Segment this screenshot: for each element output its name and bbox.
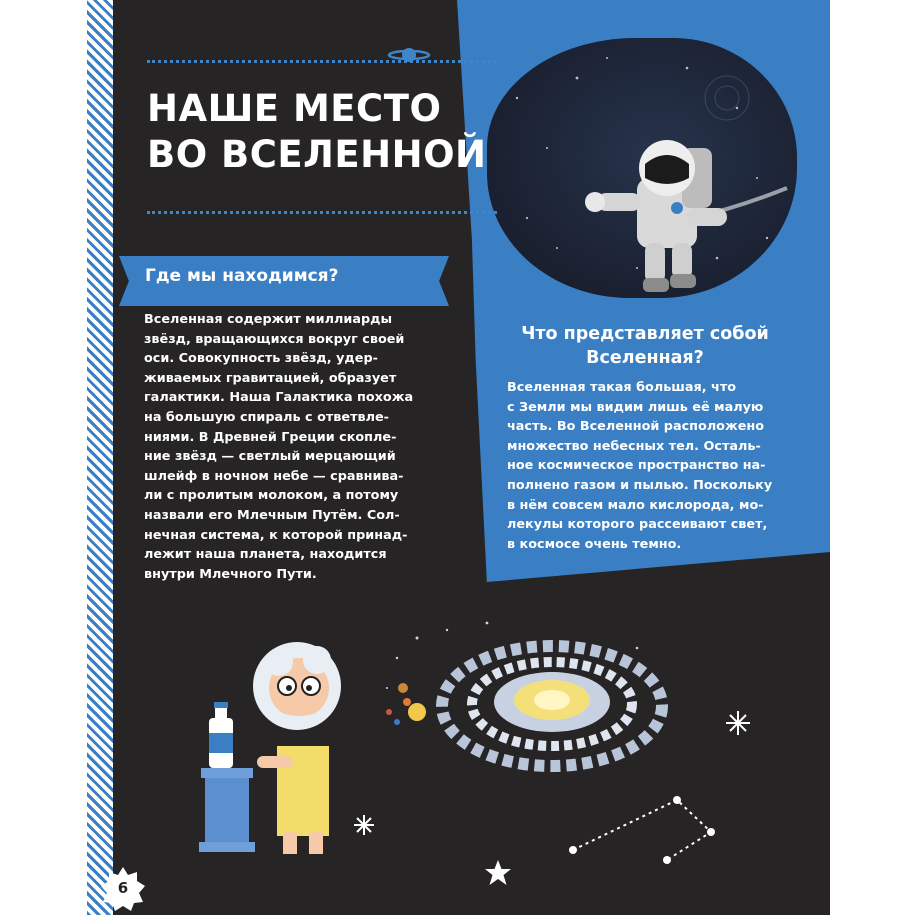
title-divider-top (147, 60, 497, 63)
text-line: шлейф в ночном небе — сравнива- (144, 468, 404, 484)
text-line: ниями. В Древней Греции скопле- (144, 429, 397, 445)
right-paragraph (507, 378, 807, 554)
text-line: множество небесных тел. Осталь- (507, 438, 761, 454)
space-window (487, 38, 797, 298)
text-line: живаемых гравитацией, образует (144, 370, 397, 386)
text-line: лежит наша планета, находится (144, 547, 387, 563)
page-number: 6 (117, 879, 129, 897)
text-line: лекулы которого рассеивают свет, (507, 517, 768, 533)
left-heading: Где мы находимся? (145, 266, 339, 286)
text-line: ли с пролитым молоком, а потому (144, 488, 399, 504)
constellation-icon (557, 790, 737, 890)
text-line: звёзд, вращающихся вокруг своей (144, 331, 405, 347)
star-icon (483, 858, 513, 888)
astronaut-icon (487, 38, 797, 298)
text-line: Вселенная содержит миллиарды (144, 312, 393, 327)
right-heading-line-1: Что представляет собой (521, 324, 769, 344)
page-number-badge (100, 866, 146, 912)
text-line: оси. Совокупность звёзд, удер- (144, 351, 378, 367)
text-line: ние звёзд — светлый мерцающий (144, 449, 396, 465)
text-line: назвали его Млечным Путём. Сол- (144, 507, 400, 523)
right-heading (505, 322, 785, 370)
sparkle-icon (723, 708, 753, 738)
right-heading-line-2: Вселенная? (586, 348, 704, 368)
text-line: внутри Млечного Пути. (144, 566, 317, 582)
title-line-1: НАШЕ МЕСТО (147, 87, 442, 130)
page-title (147, 86, 507, 178)
title-line-2: ВО ВСЕЛЕННОЙ (147, 133, 487, 176)
text-line: галактики. Наша Галактика похожа (144, 390, 414, 406)
text-line: на большую спираль с ответвле- (144, 409, 389, 425)
text-line: в нём совсем мало кислорода, мо- (507, 497, 764, 513)
text-line: полнено газом и пылью. Поскольку (507, 477, 773, 493)
text-line: в космосе очень темно. (507, 536, 682, 552)
text-line: с Земли мы видим лишь её малую (507, 399, 764, 415)
text-line: ное космическое пространство на- (507, 458, 766, 474)
text-line: нечная система, к которой принад- (144, 527, 408, 543)
milk-bottle-icon (209, 702, 233, 768)
text-line: Вселенная такая большая, что (507, 380, 737, 395)
text-line: часть. Во Вселенной расположено (507, 419, 765, 435)
left-paragraph (144, 310, 424, 584)
book-page (87, 0, 830, 915)
philosopher-icon (187, 628, 367, 858)
decorative-stripe (87, 0, 113, 915)
sparkle-icon (351, 812, 377, 838)
title-divider-bottom (147, 211, 497, 214)
solar-system-icon (377, 668, 437, 728)
